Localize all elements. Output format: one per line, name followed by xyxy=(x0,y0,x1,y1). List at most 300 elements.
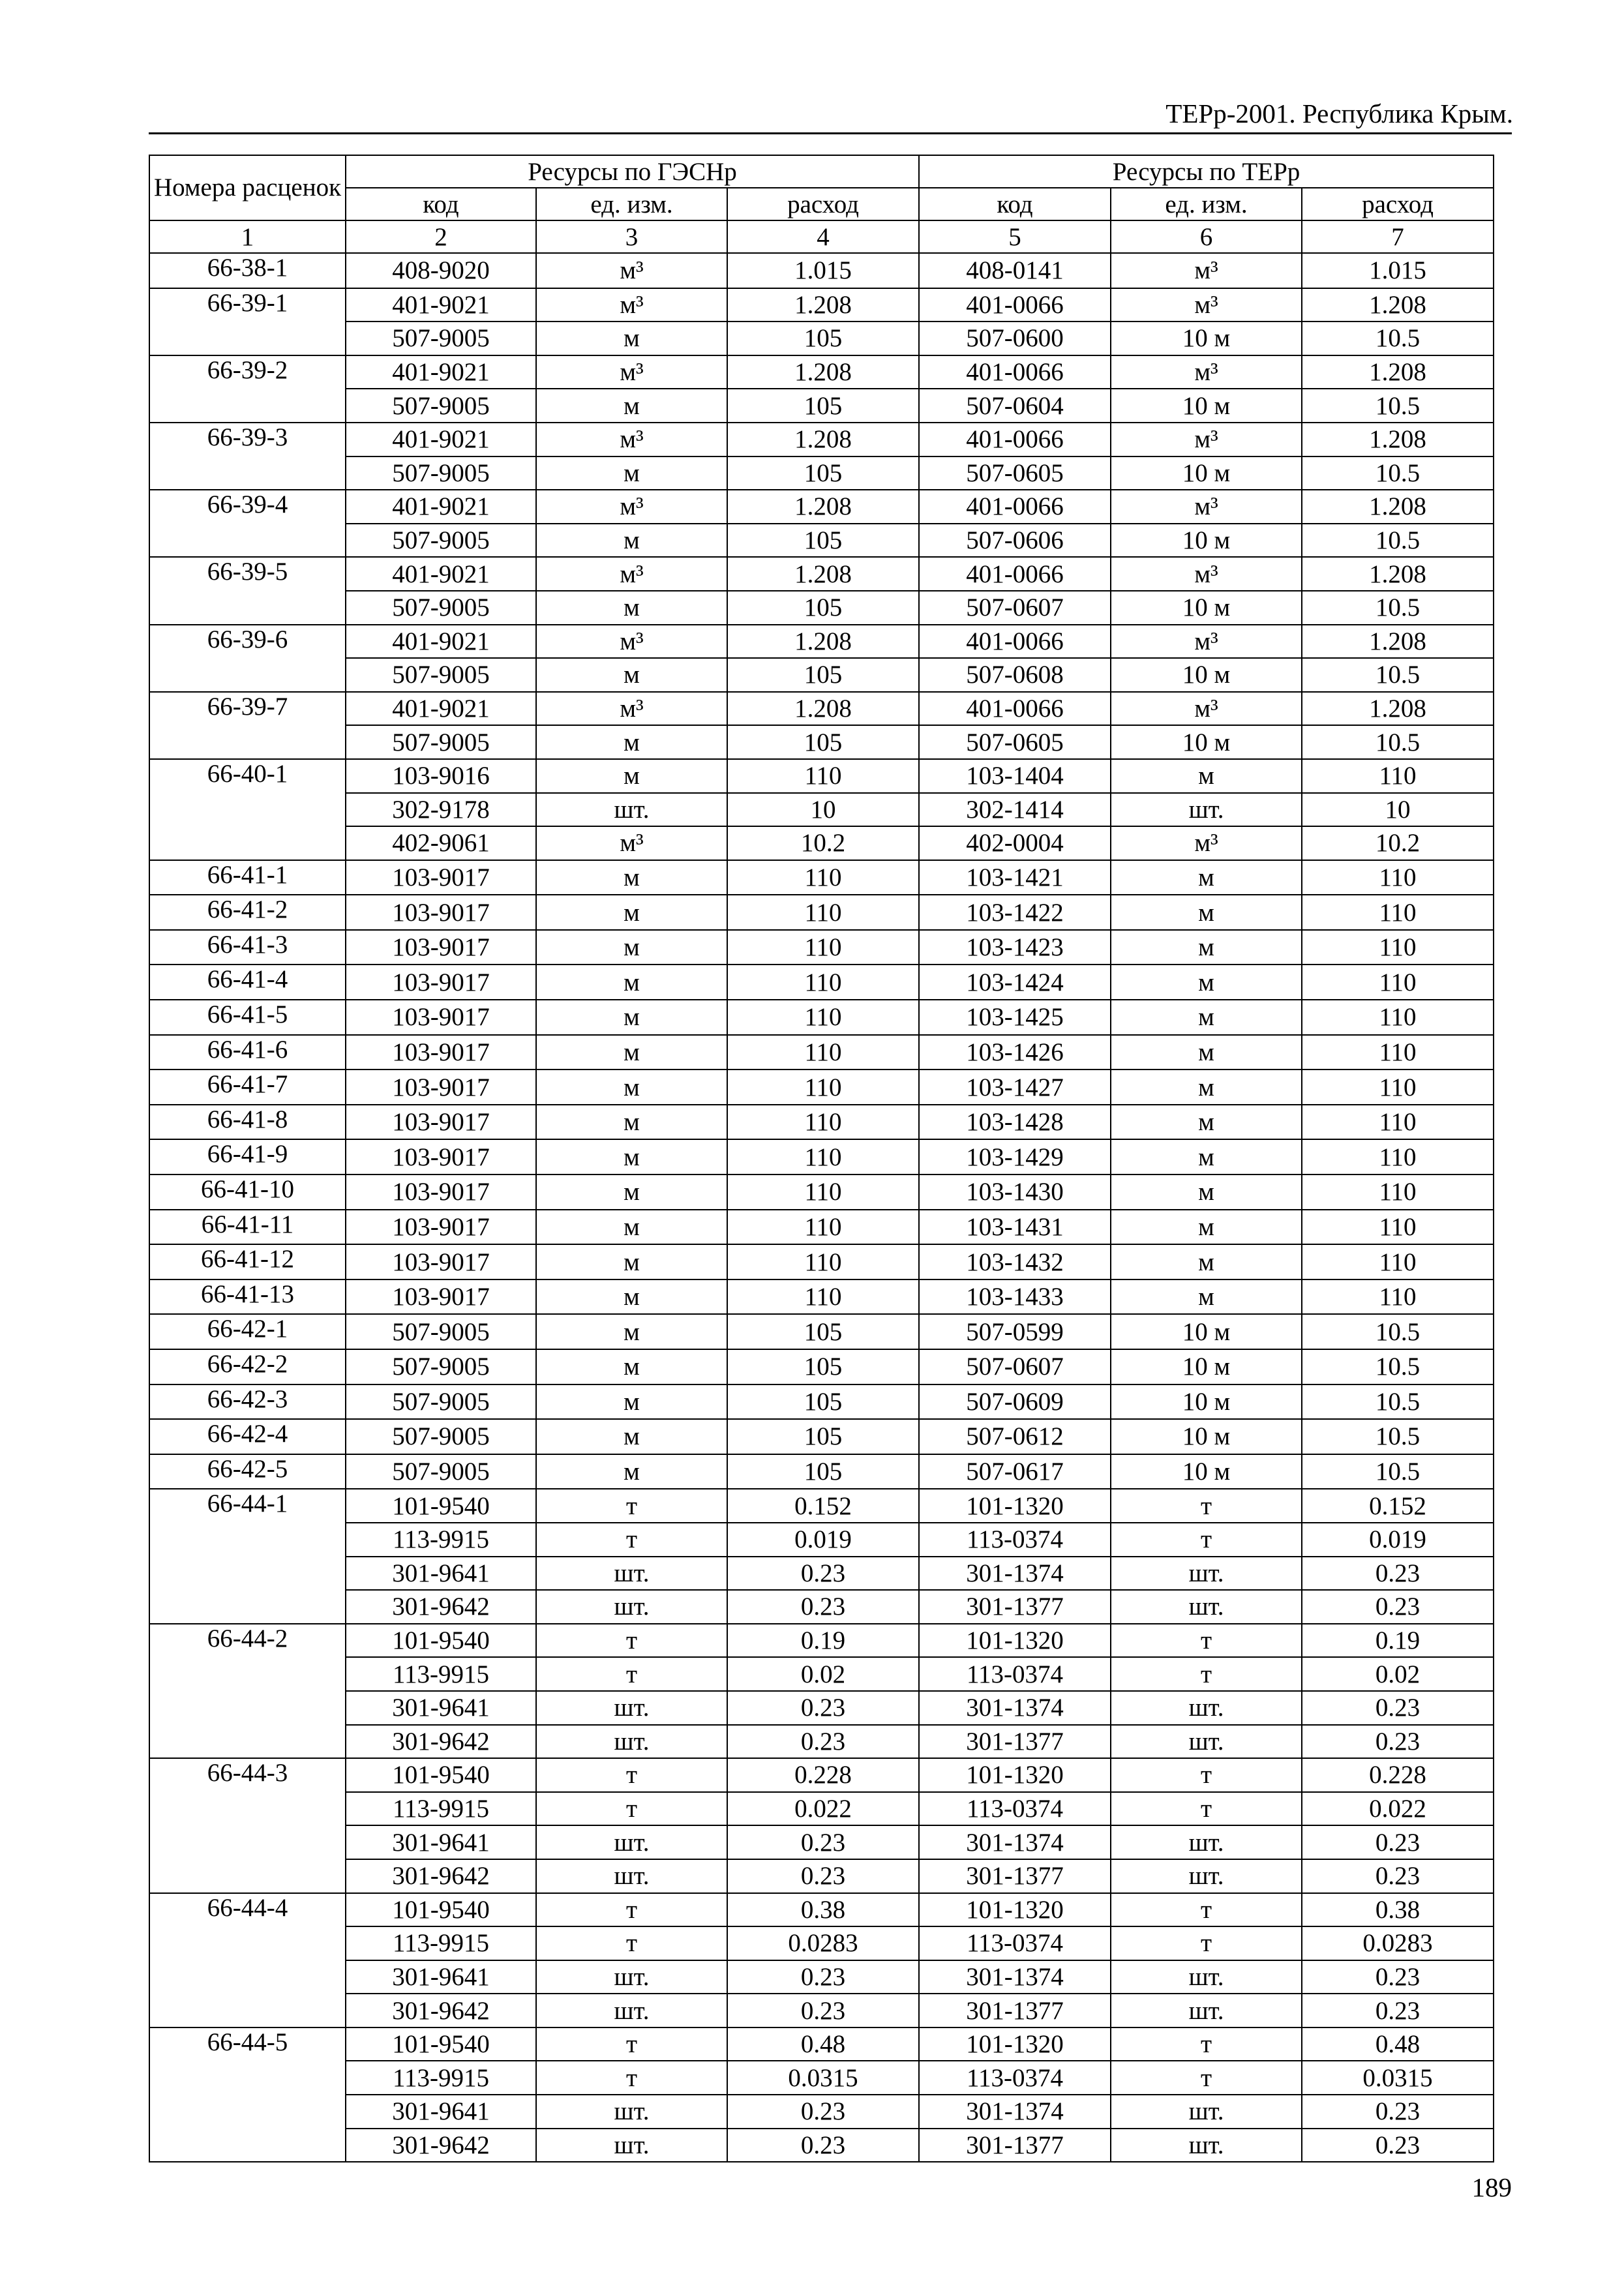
gesn-code-cell: 113-9915 xyxy=(346,1926,536,1960)
table-row xyxy=(149,2027,1494,2061)
ter-rate-cell: 0.23 xyxy=(1302,1994,1494,2027)
ter-unit-cell: т xyxy=(1111,1523,1302,1557)
gesn-unit-cell: м xyxy=(536,1070,727,1105)
gesn-unit-cell: шт. xyxy=(536,1994,727,2027)
gesn-unit-cell: м xyxy=(536,1105,727,1140)
ter-unit-cell: т xyxy=(1111,2061,1302,2095)
table-row xyxy=(149,1210,1494,1245)
table-row xyxy=(149,1489,1494,1523)
ter-code-cell: 101-1320 xyxy=(919,1893,1111,1927)
gesn-unit-cell: т xyxy=(536,1758,727,1792)
ter-unit-cell: 10 м xyxy=(1111,658,1302,692)
gesn-unit-cell: м³ xyxy=(536,625,727,659)
gesn-rate-cell: 110 xyxy=(727,1174,919,1210)
ter-code-cell: 113-0374 xyxy=(919,1523,1111,1557)
ter-unit-cell: м xyxy=(1111,860,1302,895)
table-row xyxy=(149,1893,1494,1927)
ter-rate-cell: 1.208 xyxy=(1302,490,1494,524)
gesn-unit-cell: м xyxy=(536,456,727,490)
gesn-rate-cell: 0.23 xyxy=(727,1859,919,1893)
header-gesn-unit: ед. изм. xyxy=(536,188,727,220)
gesn-code-cell: 301-9642 xyxy=(346,1590,536,1624)
page-number: 189 xyxy=(1471,2172,1512,2202)
gesn-unit-cell: м xyxy=(536,965,727,1000)
gesn-code-cell: 301-9641 xyxy=(346,2095,536,2129)
gesn-unit-cell: м xyxy=(536,725,727,759)
table-row xyxy=(149,2129,1494,2162)
gesn-rate-cell: 1.208 xyxy=(727,625,919,659)
ter-rate-cell: 1.208 xyxy=(1302,423,1494,456)
gesn-rate-cell: 110 xyxy=(727,895,919,930)
gesn-rate-cell: 110 xyxy=(727,1035,919,1070)
gesn-unit-cell: м xyxy=(536,1139,727,1174)
rate-number: 66-41-5 xyxy=(149,1000,346,1035)
gesn-unit-cell: м xyxy=(536,524,727,558)
rate-number: 66-41-9 xyxy=(149,1139,346,1174)
gesn-rate-cell: 110 xyxy=(727,1070,919,1105)
gesn-rate-cell: 0.23 xyxy=(727,2095,919,2129)
gesn-rate-cell: 110 xyxy=(727,1105,919,1140)
ter-unit-cell: шт. xyxy=(1111,793,1302,827)
table-row xyxy=(149,1926,1494,1960)
gesn-code-cell: 301-9641 xyxy=(346,1691,536,1725)
table-row xyxy=(149,725,1494,759)
ter-code-cell: 301-1374 xyxy=(919,1557,1111,1591)
gesn-code-cell: 103-9017 xyxy=(346,1244,536,1279)
ter-unit-cell: м xyxy=(1111,930,1302,965)
rate-number: 66-42-2 xyxy=(149,1349,346,1384)
gesn-rate-cell: 10 xyxy=(727,793,919,827)
ter-rate-cell: 110 xyxy=(1302,1210,1494,1245)
rate-number: 66-39-2 xyxy=(149,355,346,423)
ter-rate-cell: 110 xyxy=(1302,1174,1494,1210)
gesn-rate-cell: 110 xyxy=(727,1210,919,1245)
ter-code-cell: 301-1374 xyxy=(919,1960,1111,1994)
gesn-code-cell: 302-9178 xyxy=(346,793,536,827)
table-row xyxy=(149,557,1494,591)
table-row xyxy=(149,1725,1494,1759)
ter-rate-cell: 110 xyxy=(1302,860,1494,895)
ter-code-cell: 301-1377 xyxy=(919,1590,1111,1624)
ter-unit-cell: шт. xyxy=(1111,1960,1302,1994)
gesn-unit-cell: м xyxy=(536,1174,727,1210)
rate-number: 66-42-4 xyxy=(149,1419,346,1454)
rate-number: 66-39-1 xyxy=(149,288,346,355)
table-row xyxy=(149,1454,1494,1489)
ter-code-cell: 103-1430 xyxy=(919,1174,1111,1210)
table-row xyxy=(149,1000,1494,1035)
gesn-rate-cell: 105 xyxy=(727,725,919,759)
header-gesn-rate: расход xyxy=(727,188,919,220)
gesn-rate-cell: 110 xyxy=(727,860,919,895)
table-row xyxy=(149,1994,1494,2027)
gesn-unit-cell: т xyxy=(536,1926,727,1960)
rate-number: 66-44-2 xyxy=(149,1624,346,1758)
rate-number: 66-41-2 xyxy=(149,895,346,930)
ter-unit-cell: м³ xyxy=(1111,253,1302,288)
ter-code-cell: 301-1377 xyxy=(919,1994,1111,2027)
gesn-rate-cell: 110 xyxy=(727,965,919,1000)
column-number: 1 xyxy=(149,220,346,253)
ter-code-cell: 103-1422 xyxy=(919,895,1111,930)
ter-unit-cell: м³ xyxy=(1111,490,1302,524)
column-number-row xyxy=(149,220,1494,253)
gesn-unit-cell: шт. xyxy=(536,793,727,827)
table-row xyxy=(149,1419,1494,1454)
ter-code-cell: 113-0374 xyxy=(919,1926,1111,1960)
ter-rate-cell: 0.48 xyxy=(1302,2027,1494,2061)
ter-rate-cell: 10.5 xyxy=(1302,1349,1494,1384)
gesn-rate-cell: 105 xyxy=(727,1454,919,1489)
gesn-rate-cell: 105 xyxy=(727,389,919,423)
header-group-ter: Ресурсы по ТЕРр xyxy=(919,155,1494,188)
gesn-code-cell: 507-9005 xyxy=(346,591,536,625)
header-rule xyxy=(149,132,1512,134)
gesn-code-cell: 103-9017 xyxy=(346,1210,536,1245)
table-row xyxy=(149,2095,1494,2129)
table-row xyxy=(149,895,1494,930)
gesn-unit-cell: м xyxy=(536,1419,727,1454)
rate-number: 66-41-6 xyxy=(149,1035,346,1070)
gesn-unit-cell: м xyxy=(536,1279,727,1315)
table-body xyxy=(149,253,1494,2162)
rate-number: 66-41-11 xyxy=(149,1210,346,1245)
gesn-code-cell: 103-9017 xyxy=(346,1279,536,1315)
ter-unit-cell: шт. xyxy=(1111,1994,1302,2027)
table-row xyxy=(149,1691,1494,1725)
rate-number: 66-39-7 xyxy=(149,692,346,759)
gesn-unit-cell: м xyxy=(536,1384,727,1420)
gesn-code-cell: 507-9005 xyxy=(346,524,536,558)
ter-code-cell: 507-0609 xyxy=(919,1384,1111,1420)
gesn-code-cell: 103-9017 xyxy=(346,1000,536,1035)
ter-rate-cell: 0.23 xyxy=(1302,1725,1494,1759)
gesn-unit-cell: т xyxy=(536,1792,727,1826)
gesn-rate-cell: 105 xyxy=(727,322,919,355)
gesn-code-cell: 301-9642 xyxy=(346,1994,536,2027)
gesn-rate-cell: 0.23 xyxy=(727,1557,919,1591)
gesn-code-cell: 301-9642 xyxy=(346,1725,536,1759)
gesn-rate-cell: 1.208 xyxy=(727,355,919,389)
ter-rate-cell: 110 xyxy=(1302,1139,1494,1174)
gesn-rate-cell: 1.208 xyxy=(727,423,919,456)
rate-number: 66-44-1 xyxy=(149,1489,346,1623)
table-row xyxy=(149,456,1494,490)
table-row xyxy=(149,1384,1494,1420)
ter-code-cell: 103-1429 xyxy=(919,1139,1111,1174)
ter-unit-cell: м xyxy=(1111,1105,1302,1140)
ter-unit-cell: шт. xyxy=(1111,1859,1302,1893)
gesn-code-cell: 113-9915 xyxy=(346,1657,536,1691)
ter-code-cell: 301-1374 xyxy=(919,2095,1111,2129)
table-row xyxy=(149,524,1494,558)
table-row xyxy=(149,965,1494,1000)
gesn-unit-cell: м xyxy=(536,1454,727,1489)
table-row xyxy=(149,759,1494,793)
ter-code-cell: 101-1320 xyxy=(919,1489,1111,1523)
ter-unit-cell: 10 м xyxy=(1111,389,1302,423)
gesn-code-cell: 101-9540 xyxy=(346,1489,536,1523)
gesn-rate-cell: 0.23 xyxy=(727,1960,919,1994)
ter-code-cell: 507-0607 xyxy=(919,591,1111,625)
gesn-unit-cell: м xyxy=(536,860,727,895)
gesn-code-cell: 103-9017 xyxy=(346,1139,536,1174)
gesn-code-cell: 101-9540 xyxy=(346,1893,536,1927)
ter-unit-cell: 10 м xyxy=(1111,322,1302,355)
ter-unit-cell: м³ xyxy=(1111,692,1302,726)
table-row xyxy=(149,930,1494,965)
gesn-code-cell: 113-9915 xyxy=(346,1792,536,1826)
ter-unit-cell: шт. xyxy=(1111,1725,1302,1759)
gesn-code-cell: 401-9021 xyxy=(346,490,536,524)
gesn-code-cell: 103-9017 xyxy=(346,965,536,1000)
gesn-unit-cell: т xyxy=(536,2061,727,2095)
gesn-code-cell: 113-9915 xyxy=(346,2061,536,2095)
gesn-code-cell: 301-9641 xyxy=(346,1960,536,1994)
gesn-rate-cell: 0.228 xyxy=(727,1758,919,1792)
gesn-code-cell: 507-9005 xyxy=(346,1349,536,1384)
ter-rate-cell: 10.5 xyxy=(1302,1419,1494,1454)
ter-rate-cell: 110 xyxy=(1302,1244,1494,1279)
gesn-unit-cell: т xyxy=(536,1523,727,1557)
gesn-code-cell: 507-9005 xyxy=(346,1419,536,1454)
gesn-code-cell: 301-9641 xyxy=(346,1557,536,1591)
gesn-code-cell: 401-9021 xyxy=(346,355,536,389)
ter-unit-cell: 10 м xyxy=(1111,1419,1302,1454)
table-row xyxy=(149,1523,1494,1557)
table-row xyxy=(149,793,1494,827)
ter-unit-cell: шт. xyxy=(1111,1557,1302,1591)
table-row xyxy=(149,253,1494,288)
ter-code-cell: 507-0607 xyxy=(919,1349,1111,1384)
ter-unit-cell: м xyxy=(1111,895,1302,930)
rate-number: 66-41-3 xyxy=(149,930,346,965)
gesn-code-cell: 301-9641 xyxy=(346,1825,536,1859)
ter-rate-cell: 10.5 xyxy=(1302,322,1494,355)
gesn-unit-cell: м³ xyxy=(536,557,727,591)
ter-unit-cell: т xyxy=(1111,1489,1302,1523)
ter-code-cell: 113-0374 xyxy=(919,1792,1111,1826)
header-ter-code: код xyxy=(919,188,1111,220)
ter-code-cell: 507-0612 xyxy=(919,1419,1111,1454)
gesn-rate-cell: 0.152 xyxy=(727,1489,919,1523)
ter-unit-cell: шт. xyxy=(1111,1590,1302,1624)
gesn-code-cell: 401-9021 xyxy=(346,625,536,659)
ter-code-cell: 507-0608 xyxy=(919,658,1111,692)
gesn-unit-cell: шт. xyxy=(536,1725,727,1759)
gesn-rate-cell: 105 xyxy=(727,1419,919,1454)
table-row xyxy=(149,1035,1494,1070)
ter-code-cell: 103-1433 xyxy=(919,1279,1111,1315)
table-row xyxy=(149,322,1494,355)
table-row xyxy=(149,1792,1494,1826)
column-number: 5 xyxy=(919,220,1111,253)
ter-code-cell: 113-0374 xyxy=(919,2061,1111,2095)
ter-code-cell: 103-1425 xyxy=(919,1000,1111,1035)
ter-code-cell: 401-0066 xyxy=(919,625,1111,659)
gesn-unit-cell: м xyxy=(536,1035,727,1070)
gesn-rate-cell: 105 xyxy=(727,1314,919,1349)
ter-rate-cell: 1.208 xyxy=(1302,692,1494,726)
table-row xyxy=(149,490,1494,524)
rate-number: 66-42-5 xyxy=(149,1454,346,1489)
gesn-unit-cell: т xyxy=(536,1893,727,1927)
ter-code-cell: 103-1404 xyxy=(919,759,1111,793)
gesn-unit-cell: м xyxy=(536,759,727,793)
ter-rate-cell: 0.23 xyxy=(1302,1859,1494,1893)
ter-rate-cell: 110 xyxy=(1302,1035,1494,1070)
gesn-code-cell: 101-9540 xyxy=(346,1758,536,1792)
gesn-rate-cell: 1.208 xyxy=(727,490,919,524)
gesn-unit-cell: м xyxy=(536,658,727,692)
gesn-rate-cell: 0.48 xyxy=(727,2027,919,2061)
gesn-code-cell: 103-9017 xyxy=(346,1174,536,1210)
rate-number: 66-41-1 xyxy=(149,860,346,895)
ter-rate-cell: 0.02 xyxy=(1302,1657,1494,1691)
table-row xyxy=(149,826,1494,860)
ter-rate-cell: 10.5 xyxy=(1302,1384,1494,1420)
gesn-rate-cell: 105 xyxy=(727,524,919,558)
gesn-rate-cell: 1.208 xyxy=(727,692,919,726)
gesn-unit-cell: шт. xyxy=(536,1960,727,1994)
ter-unit-cell: 10 м xyxy=(1111,456,1302,490)
ter-code-cell: 401-0066 xyxy=(919,423,1111,456)
ter-code-cell: 401-0066 xyxy=(919,557,1111,591)
ter-unit-cell: м³ xyxy=(1111,625,1302,659)
table-row xyxy=(149,1859,1494,1893)
ter-unit-cell: шт. xyxy=(1111,1825,1302,1859)
table-row xyxy=(149,389,1494,423)
ter-rate-cell: 0.228 xyxy=(1302,1758,1494,1792)
ter-rate-cell: 0.23 xyxy=(1302,1960,1494,1994)
gesn-code-cell: 507-9005 xyxy=(346,389,536,423)
rate-number: 66-42-3 xyxy=(149,1384,346,1420)
ter-code-cell: 101-1320 xyxy=(919,1758,1111,1792)
ter-rate-cell: 10.5 xyxy=(1302,456,1494,490)
ter-unit-cell: 10 м xyxy=(1111,1349,1302,1384)
gesn-code-cell: 401-9021 xyxy=(346,557,536,591)
gesn-code-cell: 402-9061 xyxy=(346,826,536,860)
ter-rate-cell: 1.208 xyxy=(1302,288,1494,322)
ter-rate-cell: 1.015 xyxy=(1302,253,1494,288)
gesn-unit-cell: т xyxy=(536,1657,727,1691)
ter-unit-cell: т xyxy=(1111,1893,1302,1927)
ter-code-cell: 101-1320 xyxy=(919,2027,1111,2061)
gesn-code-cell: 507-9005 xyxy=(346,456,536,490)
ter-code-cell: 401-0066 xyxy=(919,355,1111,389)
gesn-rate-cell: 0.0315 xyxy=(727,2061,919,2095)
rate-number: 66-40-1 xyxy=(149,759,346,860)
gesn-code-cell: 103-9017 xyxy=(346,930,536,965)
ter-rate-cell: 10.5 xyxy=(1302,591,1494,625)
rate-number: 66-44-3 xyxy=(149,1758,346,1893)
gesn-unit-cell: м³ xyxy=(536,288,727,322)
gesn-rate-cell: 110 xyxy=(727,1279,919,1315)
gesn-rate-cell: 105 xyxy=(727,658,919,692)
table-row xyxy=(149,1244,1494,1279)
ter-rate-cell: 0.23 xyxy=(1302,1590,1494,1624)
gesn-rate-cell: 0.23 xyxy=(727,1725,919,1759)
ter-unit-cell: м xyxy=(1111,1210,1302,1245)
ter-code-cell: 301-1377 xyxy=(919,1859,1111,1893)
header-ter-unit: ед. изм. xyxy=(1111,188,1302,220)
column-number: 6 xyxy=(1111,220,1302,253)
ter-unit-cell: м³ xyxy=(1111,423,1302,456)
ter-unit-cell: м xyxy=(1111,1070,1302,1105)
ter-code-cell: 507-0617 xyxy=(919,1454,1111,1489)
table-row xyxy=(149,288,1494,322)
gesn-code-cell: 103-9016 xyxy=(346,759,536,793)
gesn-unit-cell: м xyxy=(536,1349,727,1384)
ter-code-cell: 103-1424 xyxy=(919,965,1111,1000)
gesn-unit-cell: м³ xyxy=(536,355,727,389)
ter-rate-cell: 10.5 xyxy=(1302,658,1494,692)
ter-rate-cell: 0.23 xyxy=(1302,1691,1494,1725)
ter-unit-cell: м xyxy=(1111,1035,1302,1070)
ter-unit-cell: м³ xyxy=(1111,557,1302,591)
rate-number: 66-42-1 xyxy=(149,1314,346,1349)
ter-code-cell: 301-1374 xyxy=(919,1825,1111,1859)
gesn-code-cell: 103-9017 xyxy=(346,1035,536,1070)
ter-unit-cell: м³ xyxy=(1111,826,1302,860)
ter-rate-cell: 1.208 xyxy=(1302,625,1494,659)
table-row xyxy=(149,1139,1494,1174)
ter-unit-cell: м³ xyxy=(1111,355,1302,389)
gesn-rate-cell: 0.019 xyxy=(727,1523,919,1557)
rate-number: 66-39-4 xyxy=(149,490,346,557)
gesn-code-cell: 103-9017 xyxy=(346,895,536,930)
ter-unit-cell: м xyxy=(1111,1174,1302,1210)
gesn-unit-cell: м xyxy=(536,389,727,423)
ter-code-cell: 507-0600 xyxy=(919,322,1111,355)
gesn-rate-cell: 0.23 xyxy=(727,1691,919,1725)
ter-rate-cell: 0.23 xyxy=(1302,1825,1494,1859)
resources-table xyxy=(149,155,1494,2162)
ter-unit-cell: м xyxy=(1111,965,1302,1000)
gesn-unit-cell: шт. xyxy=(536,1590,727,1624)
column-number: 3 xyxy=(536,220,727,253)
table-row xyxy=(149,1624,1494,1658)
gesn-code-cell: 113-9915 xyxy=(346,1523,536,1557)
gesn-code-cell: 101-9540 xyxy=(346,2027,536,2061)
table-row xyxy=(149,692,1494,726)
ter-rate-cell: 1.208 xyxy=(1302,557,1494,591)
ter-rate-cell: 0.23 xyxy=(1302,2129,1494,2162)
ter-code-cell: 507-0604 xyxy=(919,389,1111,423)
ter-rate-cell: 10.5 xyxy=(1302,1314,1494,1349)
gesn-code-cell: 507-9005 xyxy=(346,1314,536,1349)
ter-rate-cell: 110 xyxy=(1302,1279,1494,1315)
gesn-unit-cell: м³ xyxy=(536,490,727,524)
ter-unit-cell: т xyxy=(1111,1792,1302,1826)
ter-rate-cell: 110 xyxy=(1302,930,1494,965)
gesn-unit-cell: шт. xyxy=(536,1557,727,1591)
ter-code-cell: 101-1320 xyxy=(919,1624,1111,1658)
ter-unit-cell: т xyxy=(1111,1926,1302,1960)
ter-code-cell: 401-0066 xyxy=(919,490,1111,524)
ter-rate-cell: 10.5 xyxy=(1302,725,1494,759)
ter-rate-cell: 0.23 xyxy=(1302,2095,1494,2129)
gesn-unit-cell: м xyxy=(536,1244,727,1279)
gesn-unit-cell: м³ xyxy=(536,253,727,288)
gesn-unit-cell: шт. xyxy=(536,2129,727,2162)
ter-unit-cell: м xyxy=(1111,1279,1302,1315)
ter-code-cell: 103-1423 xyxy=(919,930,1111,965)
rate-number: 66-41-7 xyxy=(149,1070,346,1105)
table-row xyxy=(149,625,1494,659)
ter-rate-cell: 10 xyxy=(1302,793,1494,827)
ter-unit-cell: 10 м xyxy=(1111,1314,1302,1349)
